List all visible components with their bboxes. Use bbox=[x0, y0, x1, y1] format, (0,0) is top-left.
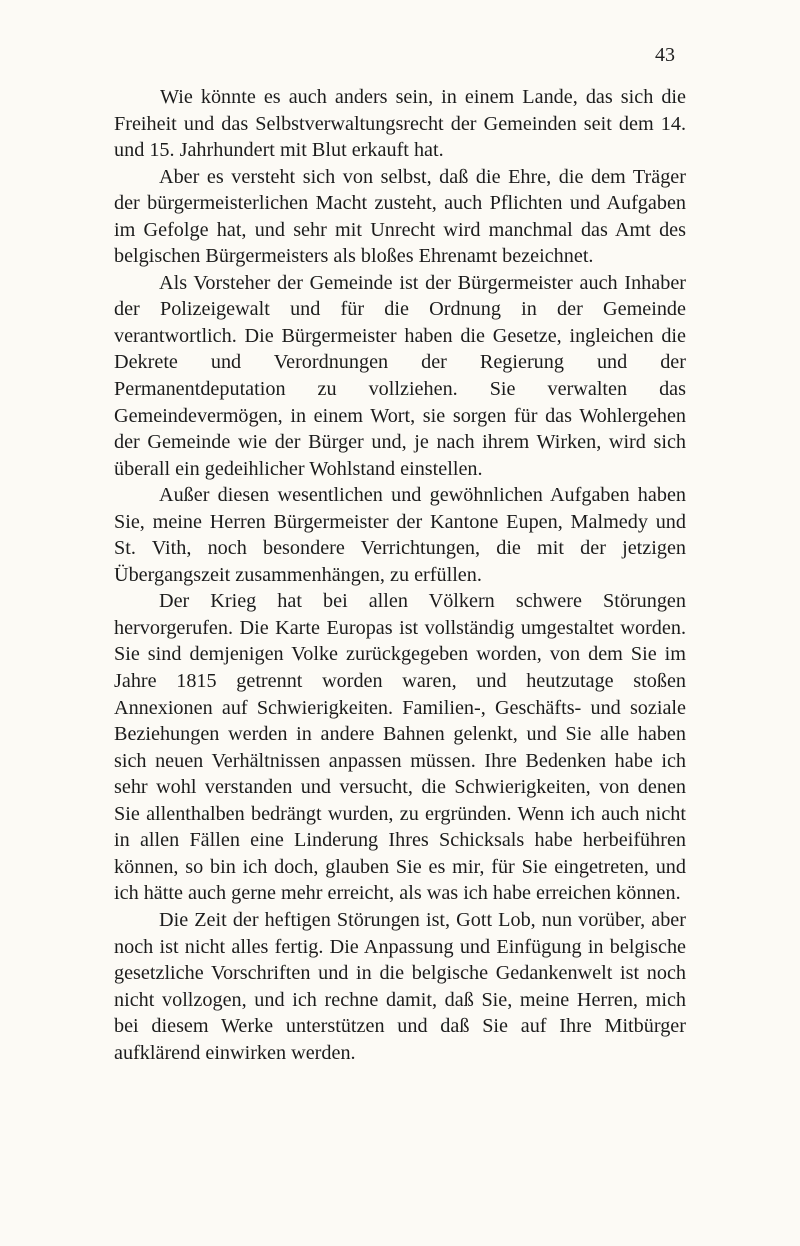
paragraph-5: Der Krieg hat bei allen Völkern schwere Störungen hervorgerufen. Die Karte Europas ist vollständig umgestaltet worden. Sie sind demjenigen Volke zurückgegeben worden, von dem Sie im Jahre 1815 getrennt worden waren, und heutzutage stoßen Annexionen auf Schwierigkeiten. Familien-, Geschäfts- und soziale Beziehungen werden in andere Bahnen gelenkt, und Sie alle haben sich neuen Verhältnissen anpassen müssen. Ihre Bedenken habe ich sehr wohl verstanden und versucht, die Schwierigkeiten, von denen Sie allenthalben bedrängt wurden, zu ergründen. Wenn ich auch nicht in allen Fällen eine Linderung Ihres Schicksals habe herbeiführen können, so bin ich doch, glauben Sie es mir, für Sie eingetreten, und ich hätte auch gerne mehr erreicht, als was ich habe erreichen können. bbox=[114, 590, 686, 905]
page-number: 43 bbox=[655, 44, 675, 66]
paragraph-2: Aber es versteht sich von selbst, daß die Ehre, die dem Träger der bürgermeisterlichen Macht zusteht, auch Pflichten und Aufgaben im Gefolge hat, und sehr mit Unrecht wird manchmal das Amt des belgischen Bürgermeisters als bloßes Ehrenamt bezeichnet. bbox=[114, 165, 686, 268]
paragraph-6: Die Zeit der heftigen Störungen ist, Gott Lob, nun vorüber, aber noch ist nicht alles fertig. Die Anpassung und Einfügung in belgische gesetzliche Vorschriften und in die belgische Gedankenwelt ist noch nicht vollzogen, und ich rechne damit, daß Sie, meine Herren, mich bei diesem Werke unterstützen und daß Sie auf Ihre Mitbürger aufklärend einwirken werden. bbox=[114, 908, 686, 1064]
body-text bbox=[114, 84, 686, 1066]
paragraph-4: Außer diesen wesentlichen und gewöhnlichen Aufgaben haben Sie, meine Herren Bürgermeister der Kantone Eupen, Malmedy und St. Vith, noch besondere Verrichtungen, die mit der jetzigen Übergangszeit zusammenhängen, zu erfüllen. bbox=[114, 484, 686, 586]
paragraph-3: Als Vorsteher der Gemeinde ist der Bürgermeister auch Inhaber der Polizeigewalt und für die Ordnung in der Gemeinde verantwortlich. Die Bürgermeister haben die Gesetze, ingleichen die Dekrete und Verordnungen der Regierung und der Permanentdeputation zu vollziehen. Sie verwalten das Gemeindevermögen, in einem Wort, sie sorgen für das Wohlergehen der Gemeinde wie der Bürger und, je nach ihrem Wirken, wird sich überall ein gedeihlicher Wohlstand einstellen. bbox=[114, 271, 686, 480]
paragraph-1: Wie könnte es auch anders sein, in einem Lande, das sich die Freiheit und das Selbstverwaltungsrecht der Gemeinden seit dem 14. und 15. Jahrhundert mit Blut erkauft hat. bbox=[114, 86, 686, 162]
